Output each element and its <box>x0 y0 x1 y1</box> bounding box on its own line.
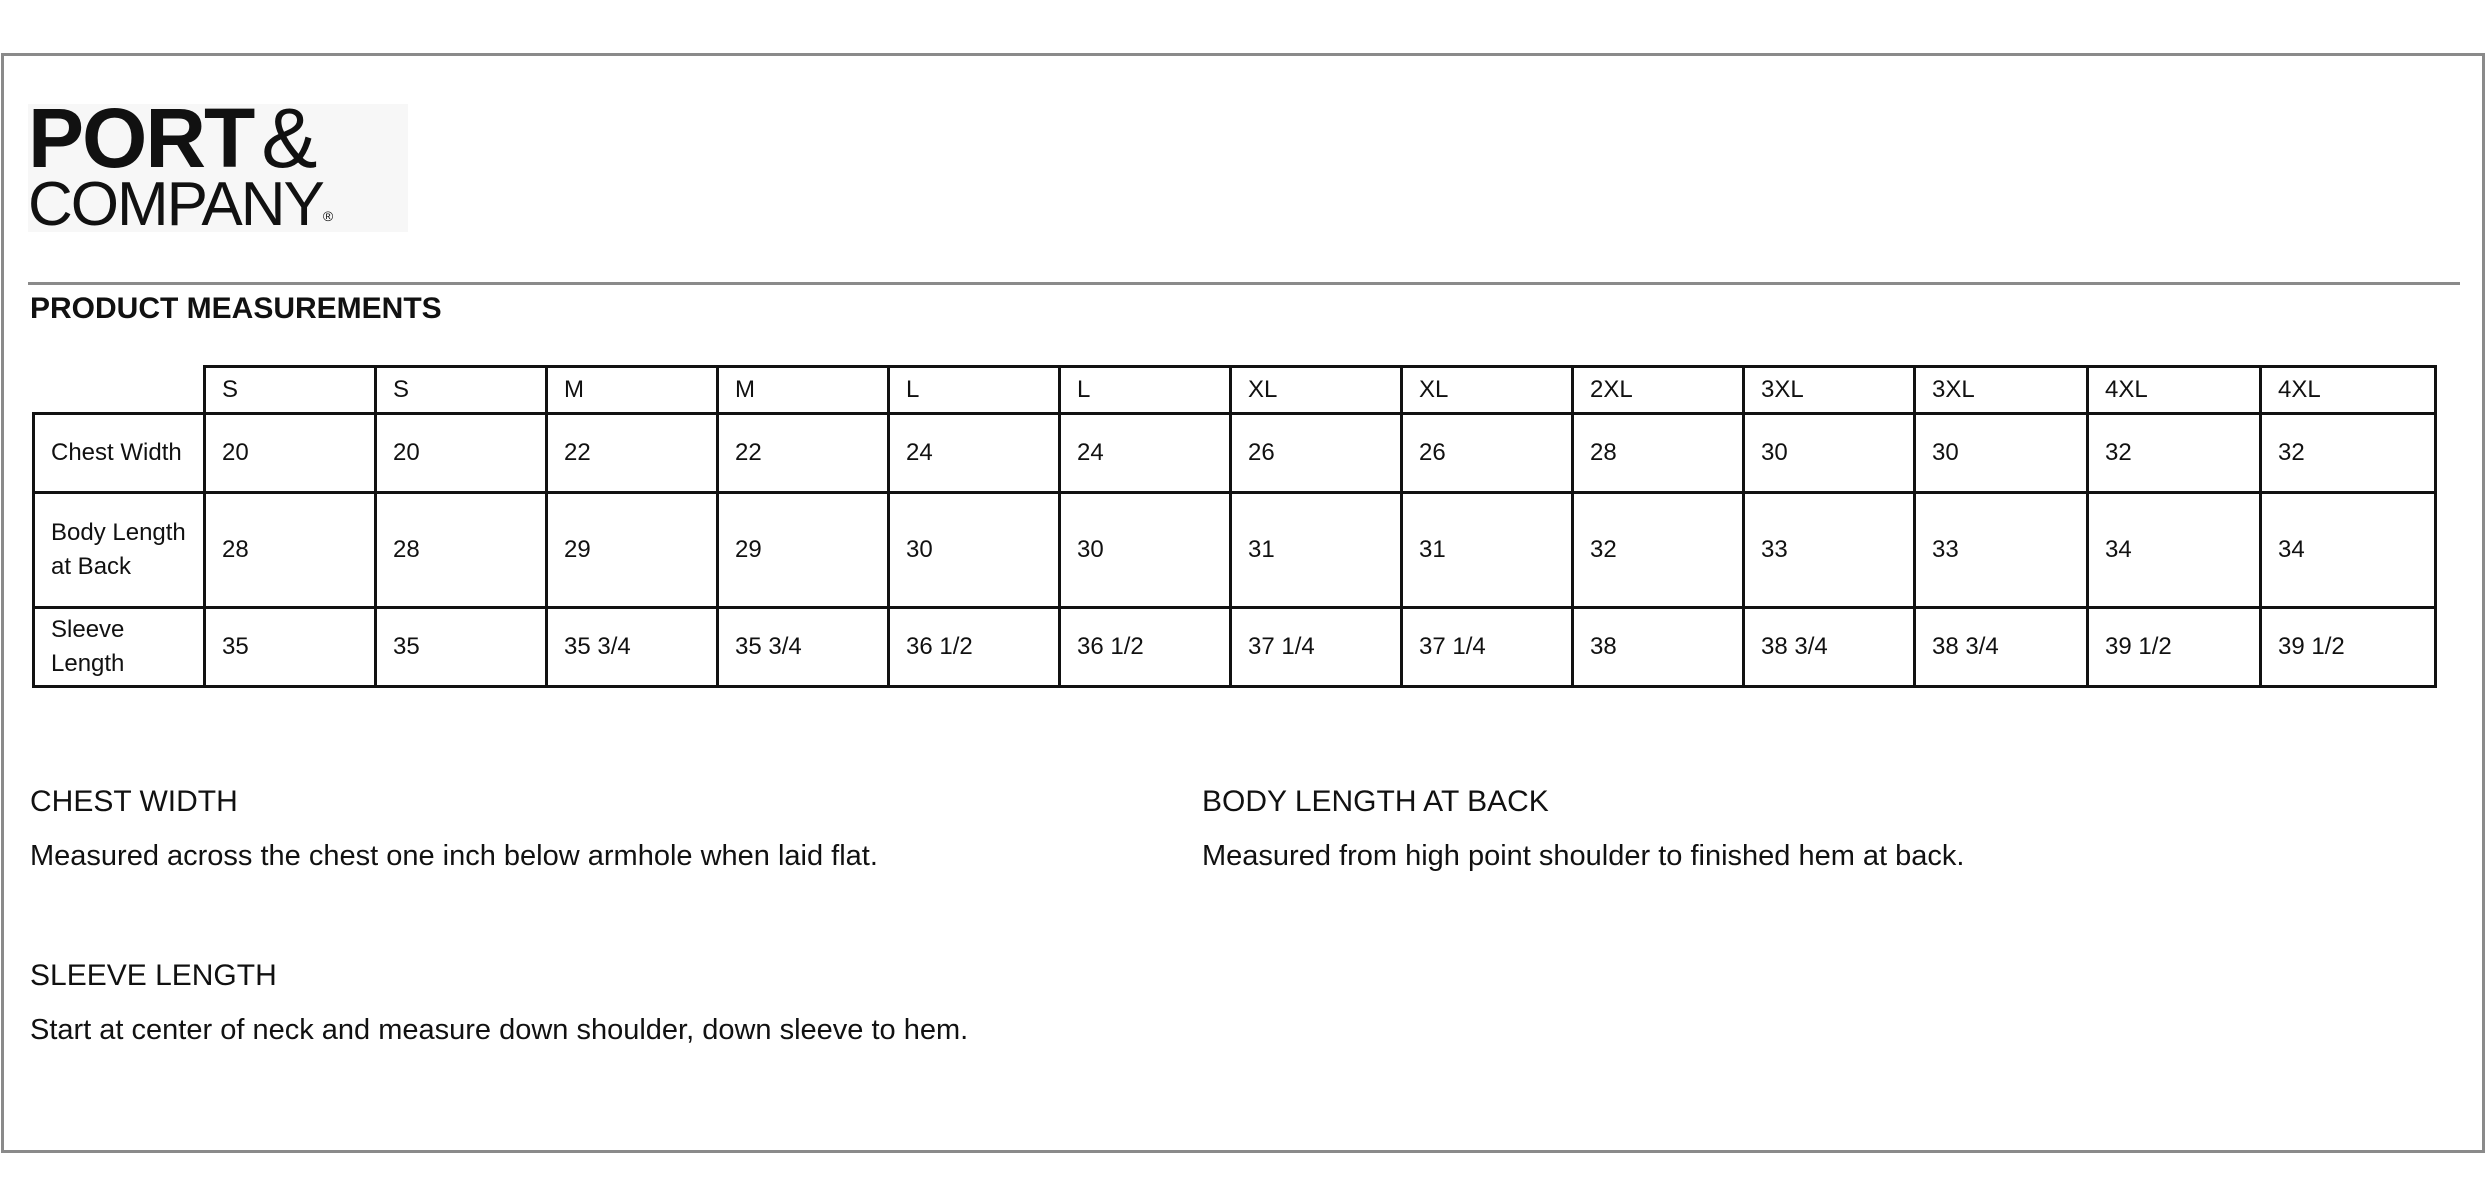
size-header-cell: S <box>205 367 376 414</box>
measurement-cell: 22 <box>718 414 889 493</box>
size-header-cell: XL <box>1402 367 1573 414</box>
size-header-row <box>34 367 2436 414</box>
size-header-cell: M <box>718 367 889 414</box>
section-title: PRODUCT MEASUREMENTS <box>30 292 442 325</box>
table-row <box>34 414 2436 493</box>
measurement-cell: 26 <box>1231 414 1402 493</box>
measurement-cell: 28 <box>376 493 547 608</box>
measurement-cell: 26 <box>1402 414 1573 493</box>
table-row <box>34 493 2436 608</box>
measurement-cell: 37 1/4 <box>1402 608 1573 687</box>
row-label-cell: Sleeve Length <box>34 608 205 687</box>
size-header-cell: 4XL <box>2088 367 2261 414</box>
measurement-cell: 24 <box>889 414 1060 493</box>
measurement-cell: 35 <box>376 608 547 687</box>
size-header-cell: L <box>889 367 1060 414</box>
measurement-cell: 36 1/2 <box>1060 608 1231 687</box>
measurement-cell: 32 <box>2261 414 2436 493</box>
logo-word-company: COMPANY <box>28 170 323 232</box>
size-header-cell: XL <box>1231 367 1402 414</box>
size-header-cell: L <box>1060 367 1231 414</box>
measurements-table <box>32 365 2437 688</box>
measurement-cell: 32 <box>2088 414 2261 493</box>
brand-logo <box>28 104 408 232</box>
row-label-cell: Chest Width <box>34 414 205 493</box>
measurement-cell: 35 <box>205 608 376 687</box>
measurement-cell: 33 <box>1744 493 1915 608</box>
registered-mark: ® <box>322 208 334 224</box>
measurement-cell: 35 3/4 <box>718 608 889 687</box>
measurement-cell: 37 1/4 <box>1231 608 1402 687</box>
logo-line-2 <box>28 170 334 232</box>
body-length-description: Measured from high point shoulder to finished hem at back. <box>1202 840 1965 872</box>
measurement-cell: 38 3/4 <box>1915 608 2088 687</box>
sleeve-length-heading: SLEEVE LENGTH <box>30 959 277 992</box>
row-label-cell: Body Length at Back <box>34 493 205 608</box>
measurement-cell: 38 3/4 <box>1744 608 1915 687</box>
measurement-cell: 31 <box>1231 493 1402 608</box>
measurement-cell: 39 1/2 <box>2261 608 2436 687</box>
table-row <box>34 608 2436 687</box>
measurement-cell: 24 <box>1060 414 1231 493</box>
chest-width-description: Measured across the chest one inch below armhole when laid flat. <box>30 840 878 872</box>
measurement-cell: 31 <box>1402 493 1573 608</box>
measurement-cell: 30 <box>1744 414 1915 493</box>
body-length-heading: BODY LENGTH AT BACK <box>1202 785 1549 818</box>
sleeve-length-description: Start at center of neck and measure down shoulder, down sleeve to hem. <box>30 1014 969 1046</box>
measurement-cell: 20 <box>205 414 376 493</box>
measurement-cell: 39 1/2 <box>2088 608 2261 687</box>
logo-line-1 <box>28 104 316 185</box>
chest-width-heading: CHEST WIDTH <box>30 785 238 818</box>
size-header-cell: 4XL <box>2261 367 2436 414</box>
size-header-cell: M <box>547 367 718 414</box>
measurement-cell: 22 <box>547 414 718 493</box>
measurement-cell: 30 <box>1060 493 1231 608</box>
size-header-cell: 3XL <box>1915 367 2088 414</box>
measurement-cell: 28 <box>1573 414 1744 493</box>
measurement-cell: 30 <box>889 493 1060 608</box>
measurement-cell: 38 <box>1573 608 1744 687</box>
header-divider <box>28 282 2460 285</box>
measurement-cell: 32 <box>1573 493 1744 608</box>
measurement-cell: 34 <box>2261 493 2436 608</box>
measurement-cell: 35 3/4 <box>547 608 718 687</box>
measurement-cell: 20 <box>376 414 547 493</box>
measurement-cell: 29 <box>718 493 889 608</box>
logo-word-port: PORT <box>28 104 254 185</box>
logo-ampersand: & <box>261 104 316 185</box>
measurement-cell: 28 <box>205 493 376 608</box>
measurement-cell: 33 <box>1915 493 2088 608</box>
size-header-cell: 3XL <box>1744 367 1915 414</box>
measurement-cell: 29 <box>547 493 718 608</box>
measurement-cell: 30 <box>1915 414 2088 493</box>
size-header-cell: 2XL <box>1573 367 1744 414</box>
measurement-cell: 36 1/2 <box>889 608 1060 687</box>
measurement-cell: 34 <box>2088 493 2261 608</box>
size-header-cell: S <box>376 367 547 414</box>
table-corner-cell <box>34 367 205 414</box>
